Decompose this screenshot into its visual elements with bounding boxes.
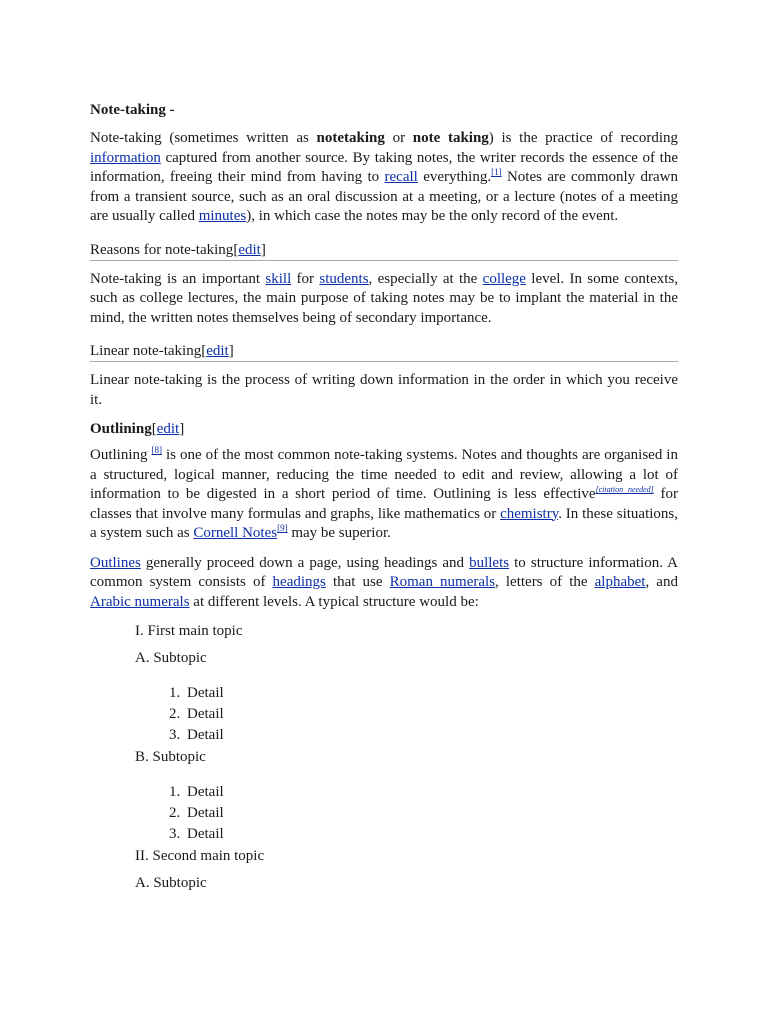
reference-8-link[interactable]: [8] (151, 445, 162, 455)
edit-section-outlining: [edit] (151, 421, 185, 437)
outline-subtopic-b1: B. Subtopic (135, 749, 206, 765)
edit-link-outlining[interactable]: edit (156, 421, 180, 437)
linear-paragraph: Linear note-taking is the process of writing down information in the order in which you receive it. (90, 372, 678, 408)
intro-paragraph: Note-taking (sometimes written as notetaking or note taking) is the practice of recording information captured from another source. By taking notes, the writer records the essence of the information, freeing their mind from having to recall everything.[1] Notes are commonly drawn from a transient source, such as an oral discussion at a meeting, or a lecture (notes of a meeting are usually called minutes), in which case the notes may be the only record of the event. (90, 130, 678, 224)
reference-8 (152, 445, 163, 455)
link-students[interactable]: students (319, 270, 369, 287)
link-recall[interactable]: recall (384, 169, 418, 185)
reference-1 (491, 167, 502, 177)
link-cornell-notes[interactable]: Cornell Notes (193, 525, 278, 541)
outline-detail: 1. Detail (184, 782, 678, 803)
edit-link-linear[interactable]: edit (206, 343, 229, 359)
reference-9 (277, 523, 288, 533)
page-title: Note-taking - (90, 102, 175, 118)
citation-needed-link[interactable]: [citation needed] (595, 485, 654, 494)
outline-detail: 2. Detail (184, 803, 678, 824)
example-outline (135, 622, 678, 892)
link-outlines[interactable]: Outlines (90, 554, 141, 571)
citation-needed-tag (596, 485, 654, 494)
reference-1-link[interactable]: [1] (491, 167, 502, 177)
outline-detail: 2. Detail (184, 704, 678, 725)
outline-subtopic-a1: A. Subtopic (135, 650, 207, 666)
link-information[interactable]: information (90, 149, 161, 166)
link-chemistry[interactable]: chemistry (500, 505, 559, 522)
edit-link-reasons[interactable]: edit (238, 241, 261, 258)
edit-section-linear: [edit] (201, 343, 234, 359)
link-roman-numerals[interactable]: Roman numerals (389, 574, 496, 590)
outline-detail-list-2 (135, 782, 678, 845)
reasons-paragraph: Note-taking is an important skill for students, especially at the college level. In some contexts, such as college lectures, the main purpose of taking notes may be to implant the material in the mind, the written notes themselves being of secondary importance. (90, 270, 679, 326)
section-heading-linear: Linear note-taking[edit] (90, 342, 678, 362)
link-college[interactable]: college (482, 270, 526, 287)
section-heading-outlining: Outlining[edit] (90, 421, 185, 437)
outlining-paragraph-2: Outlines generally proceed down a page, using headings and bullets to structure information. A common system consists of headings that use Roman numerals, letters of the alphabet, and Arabic numerals at different levels. A typical structure would be: (90, 554, 679, 610)
article (90, 101, 678, 901)
link-skill[interactable]: skill (265, 270, 292, 287)
edit-section-reasons: [edit] (233, 241, 266, 258)
link-arabic-numerals[interactable]: Arabic numerals (90, 593, 190, 610)
outline-main-topic-2: II. Second main topic (135, 848, 265, 864)
link-alphabet[interactable]: alphabet (594, 574, 646, 590)
reference-9-link[interactable]: [9] (277, 523, 288, 533)
outline-detail: 3. Detail (184, 824, 678, 845)
section-heading-reasons: Reasons for note-taking[edit] (90, 241, 678, 261)
link-minutes[interactable]: minutes (198, 208, 247, 224)
outlining-paragraph-1: Outlining [8] is one of the most common note-taking systems. Notes and thoughts are organised in a structured, logical manner, reducing the time needed to edit and review, allowing a lot of information to be digested in a short period of time. Outlining is less effective[citation needed] for classes that involve many formulas and graphs, like mathematics or chemistry. In these situations, a system such as Cornell Notes[9] may be superior. (90, 445, 678, 541)
link-headings[interactable]: headings (272, 574, 326, 590)
link-bullets[interactable]: bullets (469, 554, 510, 571)
outline-detail: 1. Detail (184, 683, 678, 704)
outline-subtopic-a2: A. Subtopic (135, 875, 207, 891)
outline-detail: 3. Detail (184, 725, 678, 746)
outline-main-topic-1: I. First main topic (135, 623, 243, 639)
outline-detail-list-1 (135, 683, 678, 746)
